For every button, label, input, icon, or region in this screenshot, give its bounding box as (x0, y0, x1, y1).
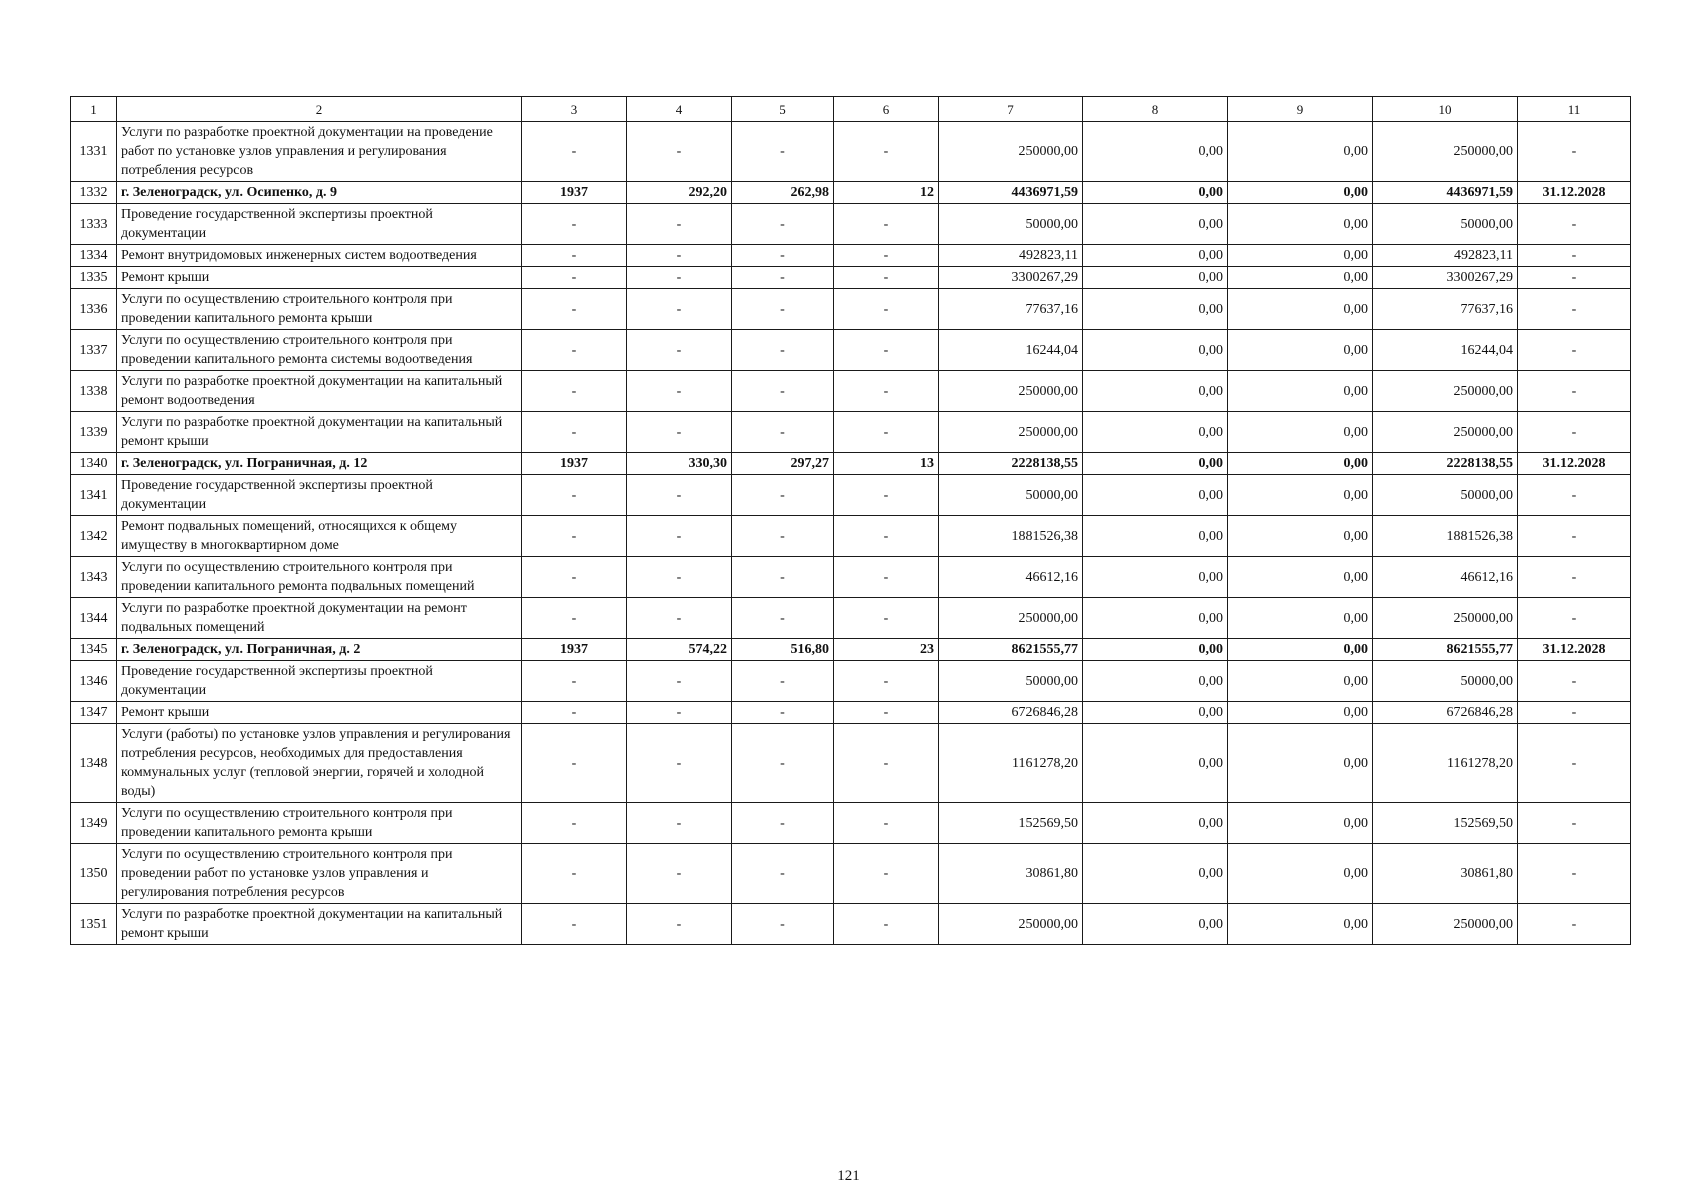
col-8-value: 0,00 (1083, 803, 1228, 844)
col-5-value: - (732, 904, 834, 945)
col-8-value: 0,00 (1083, 844, 1228, 904)
col-4-value: - (627, 204, 732, 245)
row-number: 1338 (71, 371, 117, 412)
col-8-value: 0,00 (1083, 702, 1228, 724)
col-11-value: - (1518, 661, 1631, 702)
col-7-value: 492823,11 (939, 245, 1083, 267)
col-6-value: - (834, 204, 939, 245)
col-9-value: 0,00 (1228, 371, 1373, 412)
col-7-value: 4436971,59 (939, 182, 1083, 204)
header-cell: 11 (1518, 97, 1631, 122)
col-11-value: - (1518, 330, 1631, 371)
col-10-value: 492823,11 (1373, 245, 1518, 267)
row-number: 1337 (71, 330, 117, 371)
col-3-value: - (522, 803, 627, 844)
col-11-value: - (1518, 267, 1631, 289)
col-6-value: - (834, 702, 939, 724)
work-description: Услуги по разработке проектной документации на ремонт подвальных помещений (117, 598, 522, 639)
col-4-value: - (627, 724, 732, 803)
col-5-value: 516,80 (732, 639, 834, 661)
col-7-value: 46612,16 (939, 557, 1083, 598)
col-5-value: - (732, 724, 834, 803)
col-4-value: - (627, 844, 732, 904)
col-10-value: 50000,00 (1373, 204, 1518, 245)
col-11-value: - (1518, 412, 1631, 453)
table-row (71, 844, 1631, 904)
col-10-value: 4436971,59 (1373, 182, 1518, 204)
table-row (71, 516, 1631, 557)
col-7-value: 1881526,38 (939, 516, 1083, 557)
work-description: Ремонт крыши (117, 267, 522, 289)
col-7-value: 250000,00 (939, 371, 1083, 412)
table-row (71, 412, 1631, 453)
col-4-value: - (627, 122, 732, 182)
table-body (71, 97, 1631, 945)
col-10-value: 250000,00 (1373, 122, 1518, 182)
col-10-value: 6726846,28 (1373, 702, 1518, 724)
col-4-value: - (627, 267, 732, 289)
col-9-value: 0,00 (1228, 904, 1373, 945)
col-11-value: - (1518, 289, 1631, 330)
col-6-value: - (834, 245, 939, 267)
col-4-value: - (627, 702, 732, 724)
col-3-value: - (522, 661, 627, 702)
col-5-value: - (732, 245, 834, 267)
col-6-value: - (834, 844, 939, 904)
col-3-value: 1937 (522, 639, 627, 661)
row-number: 1346 (71, 661, 117, 702)
header-cell: 9 (1228, 97, 1373, 122)
col-9-value: 0,00 (1228, 289, 1373, 330)
table-row (71, 330, 1631, 371)
col-7-value: 50000,00 (939, 475, 1083, 516)
col-5-value: - (732, 661, 834, 702)
col-9-value: 0,00 (1228, 844, 1373, 904)
col-6-value: - (834, 330, 939, 371)
col-6-value: 12 (834, 182, 939, 204)
row-number: 1335 (71, 267, 117, 289)
col-6-value: - (834, 598, 939, 639)
row-number: 1345 (71, 639, 117, 661)
row-number: 1341 (71, 475, 117, 516)
row-number: 1336 (71, 289, 117, 330)
capital-repair-table (70, 96, 1631, 945)
work-description: Проведение государственной экспертизы проектной документации (117, 204, 522, 245)
row-number: 1350 (71, 844, 117, 904)
col-9-value: 0,00 (1228, 639, 1373, 661)
col-4-value: - (627, 475, 732, 516)
header-cell: 6 (834, 97, 939, 122)
col-10-value: 16244,04 (1373, 330, 1518, 371)
col-10-value: 8621555,77 (1373, 639, 1518, 661)
col-10-value: 3300267,29 (1373, 267, 1518, 289)
col-4-value: - (627, 661, 732, 702)
col-8-value: 0,00 (1083, 371, 1228, 412)
col-3-value: - (522, 122, 627, 182)
col-8-value: 0,00 (1083, 412, 1228, 453)
col-8-value: 0,00 (1083, 122, 1228, 182)
col-3-value: - (522, 904, 627, 945)
col-4-value: - (627, 330, 732, 371)
column-number-header (71, 97, 1631, 122)
col-5-value: - (732, 412, 834, 453)
work-description: Услуги по осуществлению строительного контроля при проведении капитального ремонта системы водоотведения (117, 330, 522, 371)
col-6-value: - (834, 661, 939, 702)
col-4-value: - (627, 412, 732, 453)
col-5-value: - (732, 371, 834, 412)
work-description: Услуги по разработке проектной документации на капитальный ремонт крыши (117, 904, 522, 945)
col-3-value: - (522, 844, 627, 904)
col-8-value: 0,00 (1083, 557, 1228, 598)
col-8-value: 0,00 (1083, 182, 1228, 204)
table-row (71, 122, 1631, 182)
col-4-value: 574,22 (627, 639, 732, 661)
col-10-value: 50000,00 (1373, 475, 1518, 516)
col-3-value: - (522, 330, 627, 371)
work-description: Проведение государственной экспертизы проектной документации (117, 661, 522, 702)
col-9-value: 0,00 (1228, 475, 1373, 516)
row-number: 1351 (71, 904, 117, 945)
col-5-value: - (732, 598, 834, 639)
col-9-value: 0,00 (1228, 453, 1373, 475)
col-9-value: 0,00 (1228, 661, 1373, 702)
col-9-value: 0,00 (1228, 330, 1373, 371)
col-11-value: - (1518, 122, 1631, 182)
address-row (71, 639, 1631, 661)
col-10-value: 2228138,55 (1373, 453, 1518, 475)
work-description: Услуги по разработке проектной документации на капитальный ремонт водоотведения (117, 371, 522, 412)
work-description: Услуги по осуществлению строительного контроля при проведении капитального ремонта крыши (117, 289, 522, 330)
col-9-value: 0,00 (1228, 557, 1373, 598)
row-number: 1348 (71, 724, 117, 803)
col-6-value: - (834, 371, 939, 412)
col-10-value: 1881526,38 (1373, 516, 1518, 557)
col-4-value: - (627, 904, 732, 945)
col-11-value: - (1518, 702, 1631, 724)
col-8-value: 0,00 (1083, 724, 1228, 803)
col-6-value: - (834, 289, 939, 330)
col-5-value: - (732, 844, 834, 904)
col-3-value: - (522, 204, 627, 245)
header-cell: 2 (117, 97, 522, 122)
header-cell: 10 (1373, 97, 1518, 122)
address-row (71, 182, 1631, 204)
col-5-value: - (732, 122, 834, 182)
header-cell: 4 (627, 97, 732, 122)
col-6-value: - (834, 412, 939, 453)
row-number: 1349 (71, 803, 117, 844)
work-description: Услуги по осуществлению строительного контроля при проведении работ по установке узлов управления и регулирования потребления ресурсов (117, 844, 522, 904)
col-9-value: 0,00 (1228, 267, 1373, 289)
table-row (71, 702, 1631, 724)
col-4-value: - (627, 245, 732, 267)
col-5-value: - (732, 330, 834, 371)
table-row (71, 245, 1631, 267)
col-11-value: - (1518, 803, 1631, 844)
address-row (71, 453, 1631, 475)
col-8-value: 0,00 (1083, 453, 1228, 475)
col-3-value: - (522, 724, 627, 803)
col-9-value: 0,00 (1228, 724, 1373, 803)
col-3-value: - (522, 557, 627, 598)
col-4-value: - (627, 598, 732, 639)
col-7-value: 16244,04 (939, 330, 1083, 371)
col-5-value: - (732, 289, 834, 330)
header-cell: 3 (522, 97, 627, 122)
col-6-value: - (834, 122, 939, 182)
row-number: 1342 (71, 516, 117, 557)
col-6-value: - (834, 267, 939, 289)
col-11-value: 31.12.2028 (1518, 639, 1631, 661)
col-6-value: - (834, 724, 939, 803)
table-row (71, 724, 1631, 803)
header-cell: 8 (1083, 97, 1228, 122)
col-11-value: - (1518, 245, 1631, 267)
work-description: Услуги (работы) по установке узлов управления и регулирования потребления ресурсов, необходимых для предоставления коммунальных услуг (тепловой энергии, горячей и холодной воды) (117, 724, 522, 803)
table-row (71, 598, 1631, 639)
row-number: 1334 (71, 245, 117, 267)
col-11-value: 31.12.2028 (1518, 453, 1631, 475)
col-9-value: 0,00 (1228, 122, 1373, 182)
col-3-value: - (522, 371, 627, 412)
col-7-value: 250000,00 (939, 122, 1083, 182)
col-6-value: - (834, 516, 939, 557)
work-description: Ремонт крыши (117, 702, 522, 724)
col-3-value: - (522, 702, 627, 724)
table-row (71, 289, 1631, 330)
col-3-value: - (522, 516, 627, 557)
col-6-value: 13 (834, 453, 939, 475)
work-description: Ремонт внутридомовых инженерных систем водоотведения (117, 245, 522, 267)
col-10-value: 46612,16 (1373, 557, 1518, 598)
col-8-value: 0,00 (1083, 516, 1228, 557)
row-number: 1331 (71, 122, 117, 182)
col-10-value: 152569,50 (1373, 803, 1518, 844)
col-10-value: 250000,00 (1373, 598, 1518, 639)
col-11-value: 31.12.2028 (1518, 182, 1631, 204)
col-7-value: 1161278,20 (939, 724, 1083, 803)
col-9-value: 0,00 (1228, 412, 1373, 453)
col-6-value: - (834, 803, 939, 844)
work-description: Проведение государственной экспертизы проектной документации (117, 475, 522, 516)
row-number: 1333 (71, 204, 117, 245)
col-7-value: 250000,00 (939, 598, 1083, 639)
col-8-value: 0,00 (1083, 639, 1228, 661)
col-11-value: - (1518, 724, 1631, 803)
col-9-value: 0,00 (1228, 702, 1373, 724)
table-row (71, 267, 1631, 289)
row-number: 1339 (71, 412, 117, 453)
col-5-value: 262,98 (732, 182, 834, 204)
table-row (71, 371, 1631, 412)
col-5-value: - (732, 475, 834, 516)
col-8-value: 0,00 (1083, 475, 1228, 516)
col-6-value: - (834, 904, 939, 945)
table-row (71, 904, 1631, 945)
col-10-value: 30861,80 (1373, 844, 1518, 904)
col-8-value: 0,00 (1083, 204, 1228, 245)
col-3-value: - (522, 475, 627, 516)
header-cell: 1 (71, 97, 117, 122)
row-number: 1332 (71, 182, 117, 204)
col-4-value: - (627, 803, 732, 844)
table-row (71, 204, 1631, 245)
col-5-value: - (732, 516, 834, 557)
col-11-value: - (1518, 475, 1631, 516)
row-number: 1343 (71, 557, 117, 598)
col-3-value: 1937 (522, 453, 627, 475)
col-10-value: 250000,00 (1373, 904, 1518, 945)
col-6-value: 23 (834, 639, 939, 661)
table-row (71, 661, 1631, 702)
work-description: г. Зеленоградск, ул. Осипенко, д. 9 (117, 182, 522, 204)
col-3-value: - (522, 267, 627, 289)
col-6-value: - (834, 475, 939, 516)
row-number: 1347 (71, 702, 117, 724)
col-8-value: 0,00 (1083, 289, 1228, 330)
col-7-value: 50000,00 (939, 204, 1083, 245)
col-7-value: 50000,00 (939, 661, 1083, 702)
col-10-value: 250000,00 (1373, 371, 1518, 412)
col-5-value: - (732, 204, 834, 245)
work-description: Услуги по разработке проектной документации на капитальный ремонт крыши (117, 412, 522, 453)
col-7-value: 250000,00 (939, 904, 1083, 945)
header-cell: 5 (732, 97, 834, 122)
work-description: Услуги по осуществлению строительного контроля при проведении капитального ремонта подвальных помещений (117, 557, 522, 598)
row-number: 1344 (71, 598, 117, 639)
col-11-value: - (1518, 904, 1631, 945)
col-5-value: - (732, 702, 834, 724)
col-4-value: 292,20 (627, 182, 732, 204)
col-10-value: 50000,00 (1373, 661, 1518, 702)
col-4-value: - (627, 516, 732, 557)
col-5-value: - (732, 267, 834, 289)
table-row (71, 475, 1631, 516)
col-7-value: 3300267,29 (939, 267, 1083, 289)
work-description: г. Зеленоградск, ул. Пограничная, д. 12 (117, 453, 522, 475)
col-3-value: - (522, 289, 627, 330)
col-11-value: - (1518, 598, 1631, 639)
col-4-value: - (627, 557, 732, 598)
col-9-value: 0,00 (1228, 182, 1373, 204)
work-description: Услуги по разработке проектной документации на проведение работ по установке узлов управления и регулирования потребления ресурсов (117, 122, 522, 182)
col-11-value: - (1518, 516, 1631, 557)
col-11-value: - (1518, 844, 1631, 904)
table-row (71, 557, 1631, 598)
col-7-value: 2228138,55 (939, 453, 1083, 475)
work-description: Услуги по осуществлению строительного контроля при проведении капитального ремонта крыши (117, 803, 522, 844)
col-7-value: 77637,16 (939, 289, 1083, 330)
col-11-value: - (1518, 371, 1631, 412)
col-11-value: - (1518, 204, 1631, 245)
col-8-value: 0,00 (1083, 267, 1228, 289)
col-7-value: 250000,00 (939, 412, 1083, 453)
col-7-value: 152569,50 (939, 803, 1083, 844)
col-4-value: - (627, 289, 732, 330)
col-3-value: 1937 (522, 182, 627, 204)
work-description: г. Зеленоградск, ул. Пограничная, д. 2 (117, 639, 522, 661)
col-9-value: 0,00 (1228, 245, 1373, 267)
page-number: 121 (837, 1168, 860, 1184)
col-3-value: - (522, 412, 627, 453)
row-number: 1340 (71, 453, 117, 475)
col-3-value: - (522, 245, 627, 267)
col-5-value: - (732, 557, 834, 598)
col-10-value: 250000,00 (1373, 412, 1518, 453)
col-10-value: 77637,16 (1373, 289, 1518, 330)
col-4-value: - (627, 371, 732, 412)
col-9-value: 0,00 (1228, 803, 1373, 844)
col-9-value: 0,00 (1228, 598, 1373, 639)
col-6-value: - (834, 557, 939, 598)
col-4-value: 330,30 (627, 453, 732, 475)
col-5-value: 297,27 (732, 453, 834, 475)
col-7-value: 6726846,28 (939, 702, 1083, 724)
table-row (71, 803, 1631, 844)
col-8-value: 0,00 (1083, 330, 1228, 371)
col-8-value: 0,00 (1083, 598, 1228, 639)
col-3-value: - (522, 598, 627, 639)
col-8-value: 0,00 (1083, 661, 1228, 702)
col-11-value: - (1518, 557, 1631, 598)
header-cell: 7 (939, 97, 1083, 122)
col-10-value: 1161278,20 (1373, 724, 1518, 803)
work-description: Ремонт подвальных помещений, относящихся к общему имуществу в многоквартирном доме (117, 516, 522, 557)
col-9-value: 0,00 (1228, 204, 1373, 245)
col-8-value: 0,00 (1083, 904, 1228, 945)
col-7-value: 8621555,77 (939, 639, 1083, 661)
col-7-value: 30861,80 (939, 844, 1083, 904)
col-5-value: - (732, 803, 834, 844)
col-9-value: 0,00 (1228, 516, 1373, 557)
col-8-value: 0,00 (1083, 245, 1228, 267)
